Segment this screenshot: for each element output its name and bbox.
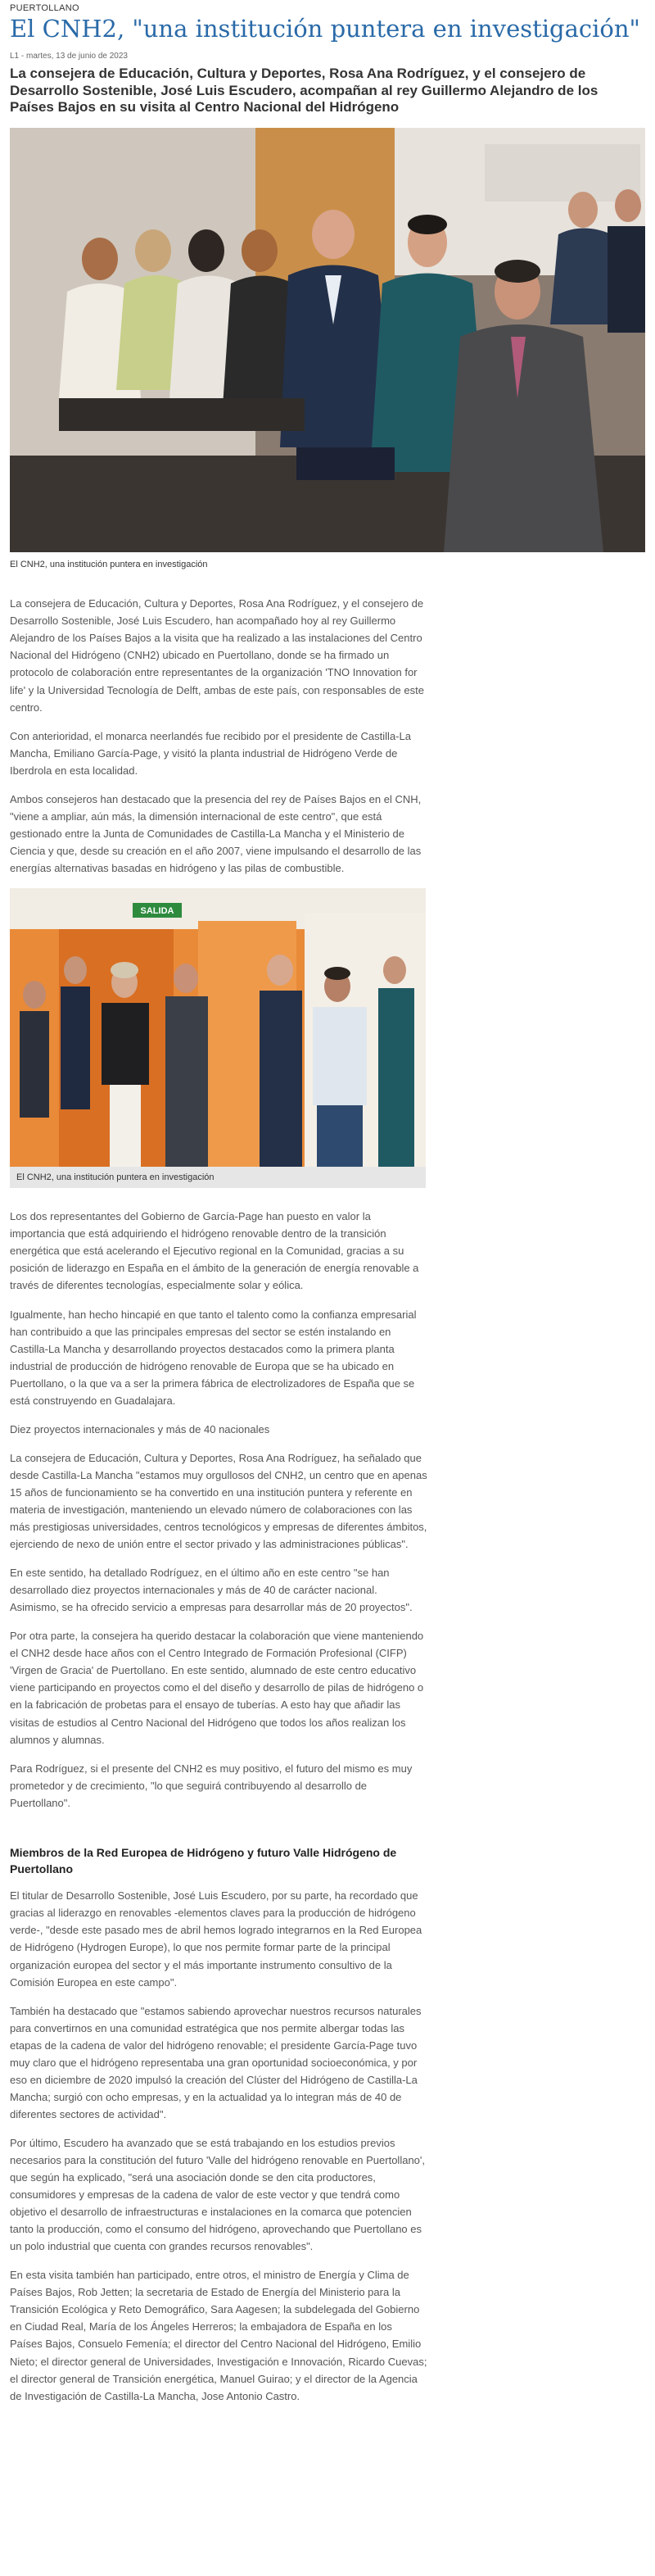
- paragraph: En esta visita también han participado, entre otros, el ministro de Energía y Clima de Países Bajos, Rob Jetten; la secretaria de Estado de Energía del Ministerio para la Transición Ecológica y Reto Demográfico, Sara Aagesen; la subdelegada del Gobierno en Ciudad Real, María de los Ángeles Herreros; la embajadora de España en los Países Bajos, Consuelo Femenía; el director del Centro Nacional del Hidrógeno, Emilio Nieto; el director general de Universidades, Investigación e Innovación, Ricardo Cuevas; el director general de Transición energética, Manuel Guirao; y el director de la Agencia de Investigación de Castilla-La Mancha, Jose Antonio Castro.: [10, 2269, 427, 2402]
- paragraph: Con anterioridad, el monarca neerlandés fue recibido por el presidente de Castilla-La Mancha, Emiliano García-Page, y visitó la planta industrial de Hidrógeno Verde de Iberdrola en esta localidad.: [10, 729, 411, 777]
- article-page: [0, 3, 655, 2405]
- article-subtitle: La consejera de Educación, Cultura y Deportes, Rosa Ana Rodríguez, y el consejero de Desarrollo Sostenible, José Luis Escudero, acompañan al rey Guillermo Alejandro de los Países Bajos en su visita al Centro Nacional del Hidrógeno: [10, 65, 599, 116]
- paragraph: Por último, Escudero ha avanzado que se está trabajando en los estudios previos necesarios para la constitución del futuro 'Valle del hidrógeno renovable en Puertollano', que según ha explicado, "será una asociación donde se den cita productores, consumidores y empresas de la cadena de valor de este vector y que tendrá como objetivo el desarrollo de infraestructuras e instalaciones en la comarca que potencien tanto la producción, como el consumo del hidrógeno, aprovechando que Puertollano es un polo industrial que cuenta con grandes recursos renovables".: [10, 2136, 425, 2253]
- main-figure: [10, 128, 645, 570]
- main-photo-illustration: [10, 128, 645, 552]
- paragraph: Para Rodríguez, si el presente del CNH2 es muy positivo, el futuro del mismo es muy prometedor y de crecimiento, "lo que seguirá contribuyendo al desarrollo de Puertollano".: [10, 1762, 413, 1809]
- paragraph: Por otra parte, la consejera ha querido destacar la colaboración que viene manteniendo el CNH2 desde hace años con el Centro Integrado de Formación Profesional (CIFP) 'Virgen de Gracia' de Puertollano. En este sentido, alumnado de este centro educativo viene participando en proyectos como el del diseño y desarrollo de pilas de hidrógeno o en la fabricación de probetas para el ensayo de tuberías. A esto hay que añadir las visitas de estudios al Centro Nacional del Hidrógeno que todos los años realizan los alumnos y alumnas.: [10, 1630, 424, 1746]
- article-headline: El CNH2, "una institución puntera en investigación": [10, 15, 640, 43]
- main-photo-caption: El CNH2, una institución puntera en investigación: [10, 560, 208, 569]
- second-figure: [10, 888, 427, 1188]
- section-subheading: Miembros de la Red Europea de Hidrógeno y futuro Valle Hidrógeno de Puertollano: [10, 1845, 397, 1876]
- second-photo-caption: El CNH2, una institución puntera en investigación: [10, 1167, 426, 1188]
- paragraph: Diez proyectos internacionales y más de 40 nacionales: [10, 1422, 270, 1435]
- paragraph: La consejera de Educación, Cultura y Deportes, Rosa Ana Rodríguez, y el consejero de Desarrollo Sostenible, José Luis Escudero, han acompañado hoy al rey Guillermo Alejandro de los Países Bajos a la visita que ha realizado a las instalaciones del Centro Nacional del Hidrógeno (CNH2) ubicado en Puertollano, donde se ha firmado un protocolo de colaboración entre representantes de la organización 'TNO Innovation for life' y la Universidad Tecnología de Delft, ambas de este país, con responsables de este centro.: [10, 597, 424, 714]
- paragraph: También ha destacado que "estamos sabiendo aprovechar nuestros recursos naturales para convertirnos en una comunidad estratégica que nos permite albergar todas las etapas de la cadena de valor del hidrógeno renovable; el presidente García-Page tuvo muy claro que el hidrógeno representaba una gran oportunidad socioeconómica, y por eso en diciembre de 2020 impulsó la creación del Clúster del Hidrógeno de Castilla-La Mancha; surgió con ocho empresas, y en la actualidad ya lo integran más de 40 de diferentes sectores de actividad".: [10, 2004, 422, 2120]
- paragraph: El titular de Desarrollo Sostenible, José Luis Escudero, por su parte, ha recordado que gracias al liderazgo en renovables -elementos claves para la producción de hidrógeno verde-, "desde este pasado mes de abril hemos logrado integrarnos en la Red Europea de Hidrógeno (Hydrogen Europe), lo que nos permite formar parte de la principal organización europea del sector y el más importante instrumento consultivo de la Comisión Europea en este campo".: [10, 1889, 422, 1989]
- article-byline: L1 - martes, 13 de junio de 2023: [10, 51, 128, 61]
- second-photo-illustration: [10, 888, 426, 1167]
- exit-sign-text: SALIDA: [140, 906, 174, 916]
- main-photo[interactable]: [10, 128, 645, 552]
- paragraph: Ambos consejeros han destacado que la presencia del rey de Países Bajos en el CNH, "viene a ampliar, aún más, la dimensión internacional de este centro", que está gestionado entre la Junta de Comunidades de Castilla-La Mancha y el Ministerio de Ciencia y que, desde su creación en el año 2007, viene impulsando el desarrollo de las energías alternativas basadas en hidrógeno y las pilas de combustible.: [10, 792, 422, 874]
- paragraph: La consejera de Educación, Cultura y Deportes, Rosa Ana Rodríguez, ha señalado que desde Castilla-La Mancha "estamos muy orgullosos del CNH2, un centro que en apenas 15 años de funcionamiento se ha convertido en una institución puntera y referente en materia de investigación, manteniendo un elevado número de colaboraciones con las más prestigiosas universidades, centros tecnológicos y empresas de diferentes ámbitos, ejerciendo de nexo de unión entre el sector privado y las administraciones públicas".: [10, 1451, 427, 1551]
- paragraph: En este sentido, ha detallado Rodríguez, en el último año en este centro "se han desarrollado diez proyectos internacionales y más de 40 de carácter nacional. Asimismo, se ha ofrecido servicio a empresas para desarrollar más de 20 proyectos".: [10, 1567, 413, 1614]
- section-label[interactable]: PUERTOLLANO: [10, 3, 79, 13]
- paragraph: Los dos representantes del Gobierno de García-Page han puesto en valor la importancia que está adquiriendo el hidrógeno renovable dentro de la transición energética que está acelerando el Ejecutivo regional en la Comunidad, gracias a su posición de liderazgo en España en el ámbito de la generación de energía renovable a través de diferentes tecnologías, especialmente solar y eólica.: [10, 1210, 419, 1292]
- second-photo[interactable]: [10, 888, 426, 1167]
- article-body: [10, 595, 427, 2404]
- paragraph: Igualmente, han hecho hincapié en que tanto el talento como la confianza empresarial han contribuido a que las principales empresas del sector se estén instalando en Castilla-La Mancha y desarrollando proyectos destacados como la primera planta industrial de producción de hidrógeno renovable de Europa que se ha ubicado en Puertollano, o la que va a ser la primera fábrica de electrolizadores de España que se está construyendo en Guadalajara.: [10, 1308, 417, 1407]
